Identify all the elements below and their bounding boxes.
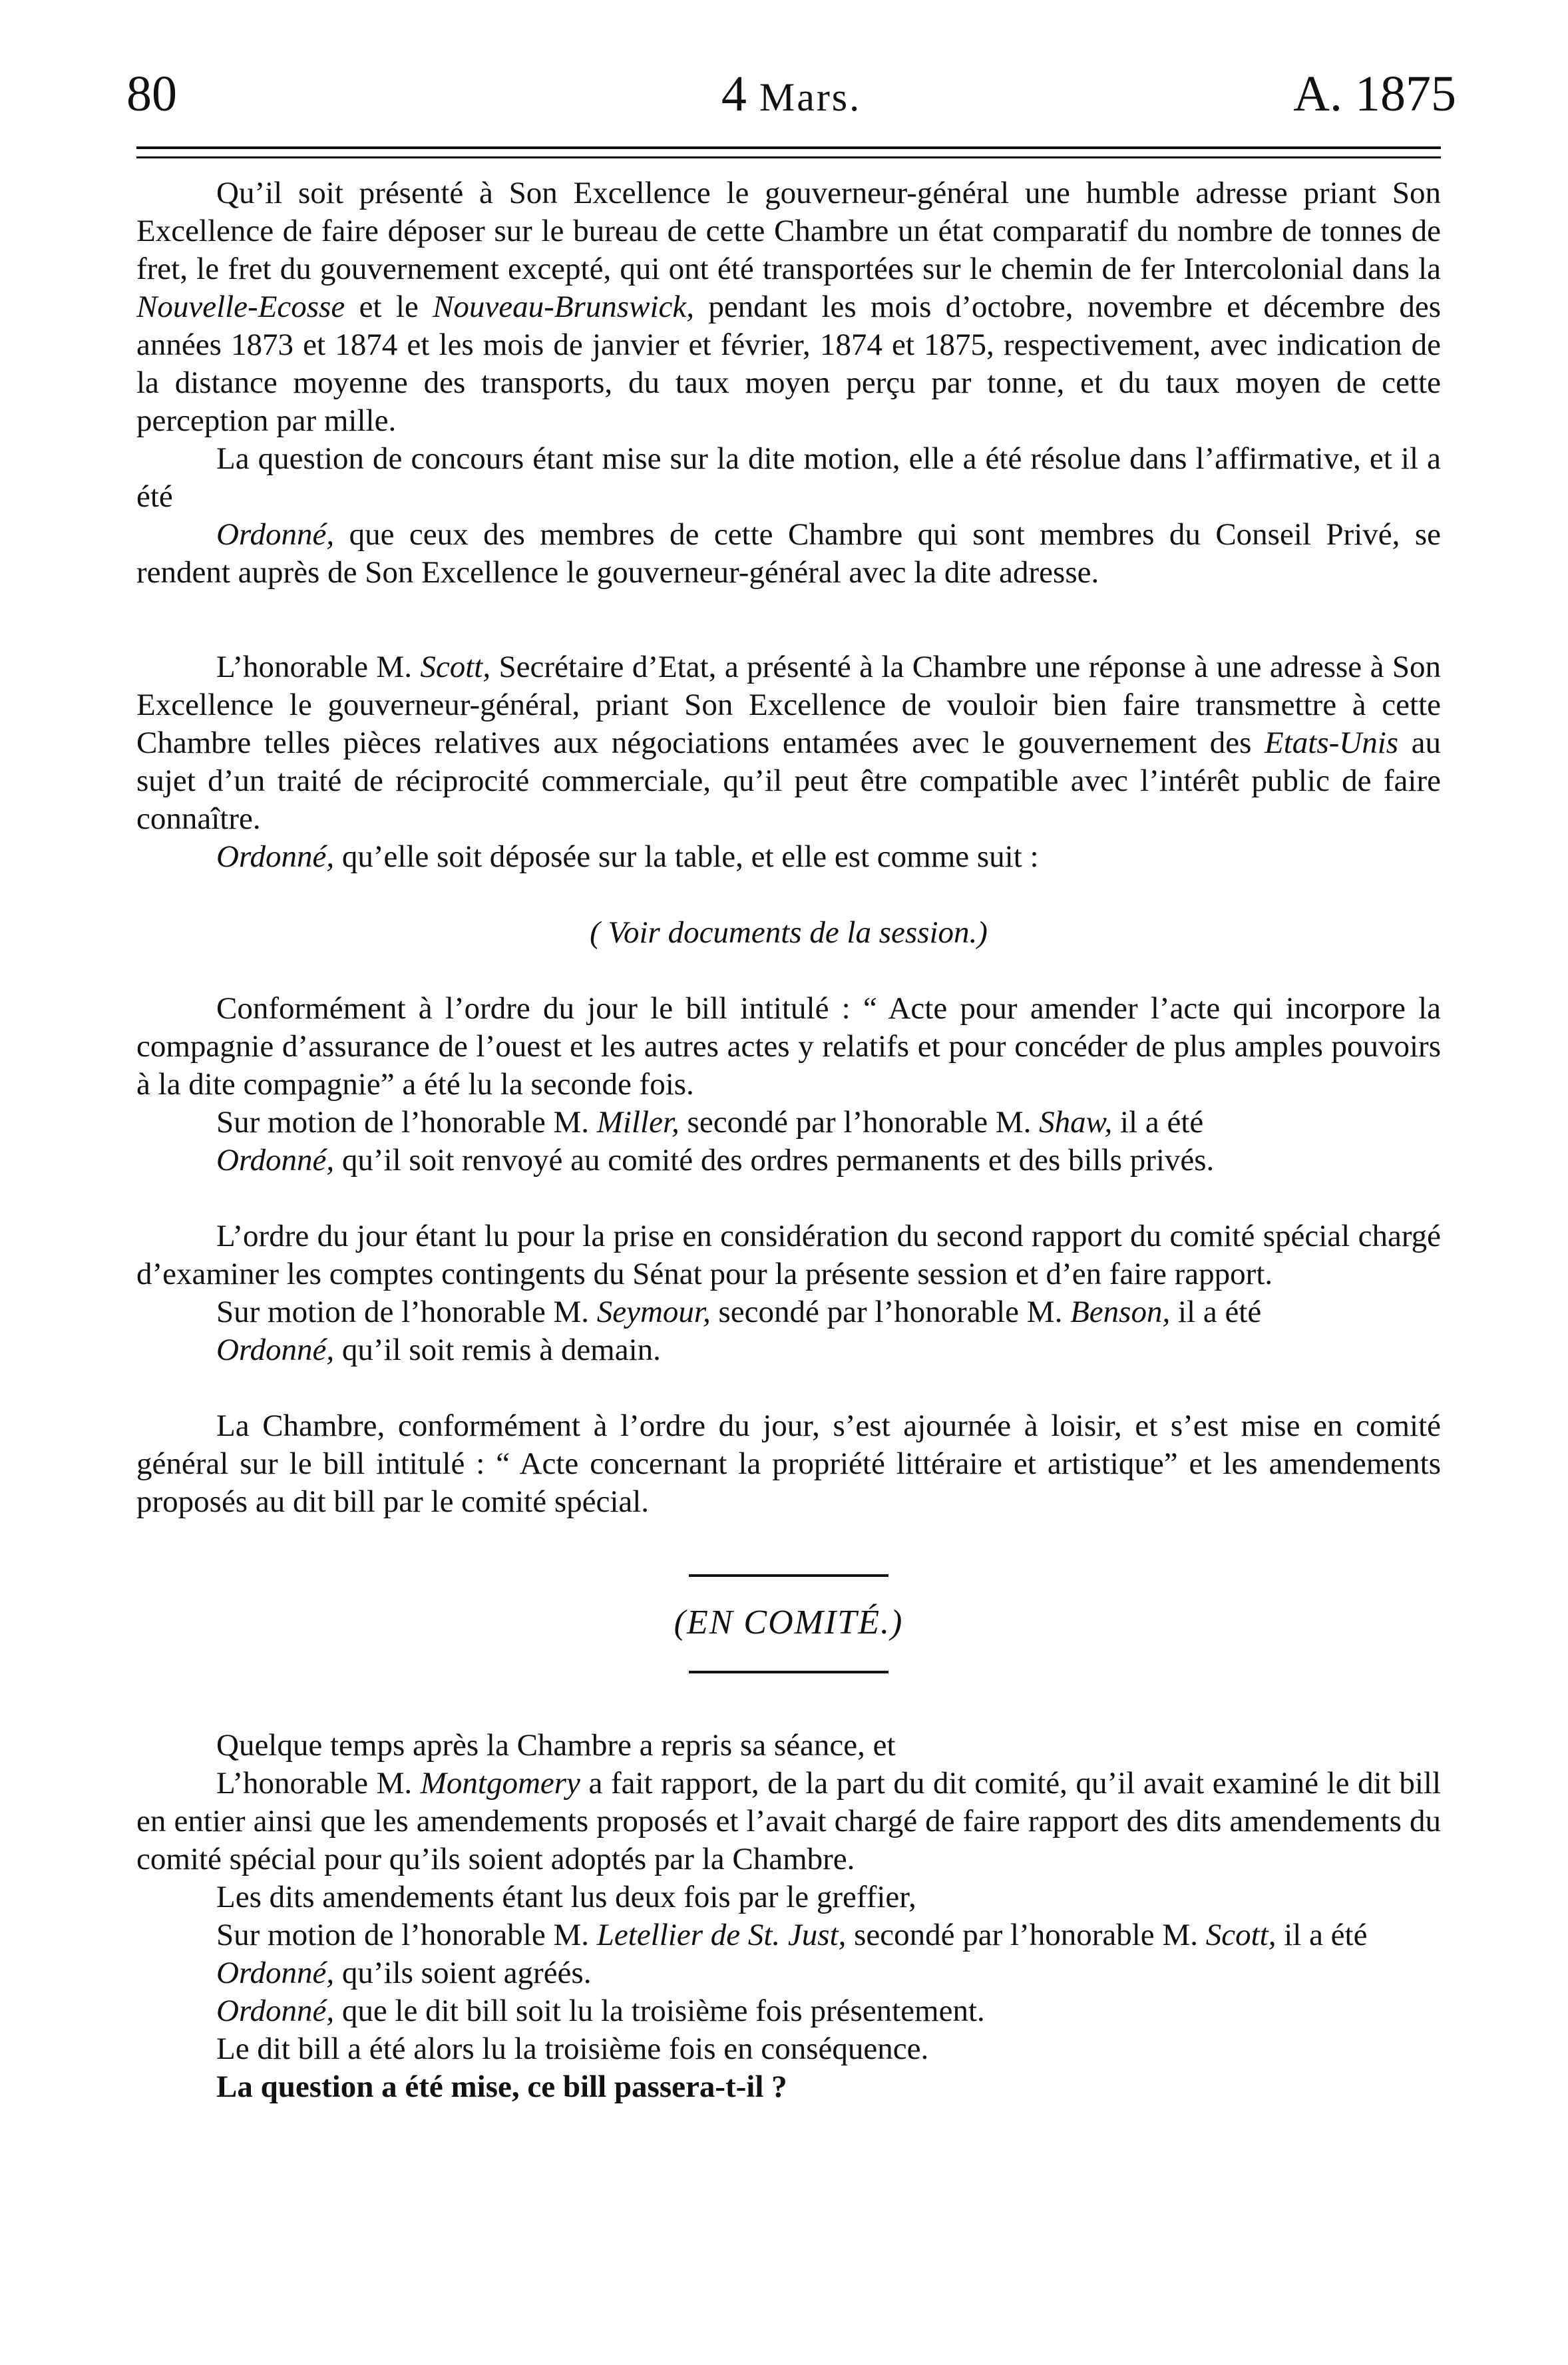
person-name: Miller, bbox=[596, 1105, 680, 1140]
text-run: L’honorable M. bbox=[216, 650, 412, 684]
paragraph-ordonne-5 bbox=[136, 1954, 1441, 1992]
paragraph-ordonne-6 bbox=[136, 1992, 1441, 2030]
text-run: qu’ils soient agréés. bbox=[341, 1956, 592, 1990]
person-name: Montgomery bbox=[420, 1766, 580, 1801]
text-run: qu’elle soit déposée sur la table, et elle est comme suit : bbox=[341, 839, 1039, 874]
page-number: 80 bbox=[126, 66, 177, 122]
text-run: au sujet d’un traité de réciprocité commerciale, qu’il peut être compatible avec l’intérêt public de faire connaître. bbox=[136, 726, 1442, 836]
text-run: il a été bbox=[1177, 1295, 1262, 1329]
paragraph-bill-assurance: Conformément à l’ordre du jour le bill intitulé : “ Acte pour amender l’acte qui incorpore la compagnie d’assurance de l’ouest et les autres actes y relatifs et pour concéder de plus amples pouvoirs à la dite compagnie” a été lu la seconde fois. bbox=[136, 991, 1441, 1102]
paragraph-ordonne-4 bbox=[136, 1331, 1441, 1369]
person-name: Scott, bbox=[420, 650, 491, 684]
header-month: Mars. bbox=[759, 75, 862, 119]
place-name: Nouveau-Brunswick, bbox=[433, 290, 694, 324]
paragraph-ordonne-3 bbox=[136, 1142, 1441, 1180]
text-run: La question a été mise, ce bill passera-t-il ? bbox=[216, 2069, 787, 2104]
text-run: et le bbox=[359, 290, 419, 324]
header-double-rule bbox=[136, 146, 1441, 158]
text-run: Secrétaire d’Etat, a présenté à la Chambre une réponse à une adresse à Son Excellence le gouverneur-général, priant Son Excellence de vouloir bien faire transmettre à cette Chambre telles pièces relatives aux négociations entamées avec le gouvernement des bbox=[136, 650, 1442, 760]
ordonne-label: Ordonné, bbox=[216, 1956, 335, 1990]
place-name: Nouvelle-Ecosse bbox=[136, 290, 345, 324]
paragraph-question: La question de concours étant mise sur la dite motion, elle a été résolue dans l’affirmative, et il a été bbox=[136, 441, 1441, 514]
text-run: que ceux des membres de cette Chambre qui sont membres du Conseil Privé, se rendent auprès de Son Excellence le gouverneur-général avec la dite adresse. bbox=[136, 517, 1441, 590]
header-year: A. 1875 bbox=[1293, 66, 1456, 122]
section-rule-top bbox=[689, 1574, 888, 1577]
text-run: qu’il soit remis à demain. bbox=[341, 1333, 661, 1367]
text-run: il a été bbox=[1120, 1105, 1204, 1140]
ordonne-label: Ordonné, bbox=[216, 1333, 335, 1367]
header-date bbox=[126, 64, 1456, 127]
text-run: Sur motion de l’honorable M. bbox=[216, 1105, 590, 1140]
running-header bbox=[126, 64, 1456, 124]
text-run: Sur motion de l’honorable M. bbox=[216, 1295, 590, 1329]
text-run: secondé par l’honorable M. bbox=[854, 1918, 1198, 1952]
paragraph-motion-seymour bbox=[136, 1293, 1441, 1331]
paragraph-amendements-lus: Les dits amendements étant lus deux fois par le greffier, bbox=[216, 1880, 916, 1914]
ordonne-label: Ordonné, bbox=[216, 517, 335, 552]
text-run: qu’il soit renvoyé au comité des ordres permanents et des bills privés. bbox=[341, 1143, 1215, 1178]
paragraph-motion-letellier bbox=[136, 1916, 1441, 1954]
person-name: Shaw, bbox=[1039, 1105, 1113, 1140]
text-run: Qu’il soit présenté à Son Excellence le gouverneur-général une humble adresse priant Son Excellence de faire déposer sur le bureau de cette Chambre un état comparatif du nombre de tonnes de fret, le fret du gouvernement excepté, qui ont été transportées sur le chemin de fer Intercolonial dans la bbox=[136, 176, 1441, 286]
en-comite-heading: (EN COMITÉ.) bbox=[674, 1604, 904, 1641]
document-body bbox=[136, 174, 1441, 2106]
person-name: Letellier de St. Just, bbox=[596, 1918, 847, 1952]
country-name: Etats-Unis bbox=[1265, 726, 1399, 760]
paragraph-montgomery-rapport bbox=[136, 1765, 1441, 1878]
person-name: Seymour, bbox=[596, 1295, 711, 1329]
header-day: 4 bbox=[721, 66, 747, 122]
paragraph-ordonne-1 bbox=[136, 516, 1441, 592]
ordonne-label: Ordonné, bbox=[216, 839, 335, 874]
text-run: secondé par l’honorable M. bbox=[687, 1105, 1032, 1140]
text-run: secondé par l’honorable M. bbox=[718, 1295, 1063, 1329]
paragraph-ordre-du-jour: L’ordre du jour étant lu pour la prise en considération du second rapport du comité spécial chargé d’examiner les comptes contingents du Sénat pour la présente session et d’en faire rapport. bbox=[136, 1219, 1441, 1291]
text-run: pendant les mois d’octobre, novembre et décembre des années 1873 et 1874 et les mois de janvier et février, 1874 et 1875, respectivement, avec indication de la distance moyenne des transports, du taux moyen perçu par tonne, et du taux moyen de cette perception par mille. bbox=[136, 290, 1442, 438]
paragraph-question-finale bbox=[136, 2068, 1441, 2106]
paragraph-motion-miller bbox=[136, 1104, 1441, 1142]
paragraph-ordonne-2 bbox=[136, 838, 1441, 876]
person-name: Benson, bbox=[1070, 1295, 1171, 1329]
voir-documents bbox=[136, 914, 1441, 952]
text-run: Sur motion de l’honorable M. bbox=[216, 1918, 590, 1952]
text-run: a fait rapport, de la part du dit comité, qu’il avait examiné le dit bill en entier ainsi que les amendements proposés et l’avait chargé de faire rapport des dits amendements du comité spécial pour qu’ils soient adoptés par la Chambre. bbox=[136, 1766, 1442, 1876]
person-name: Scott, bbox=[1205, 1918, 1276, 1952]
paragraph-adresse bbox=[136, 174, 1441, 440]
ordonne-label: Ordonné, bbox=[216, 1994, 335, 2028]
voir-text: ( Voir documents de la session.) bbox=[590, 915, 988, 950]
text-run: il a été bbox=[1284, 1918, 1368, 1952]
paragraph-troisieme-lecture: Le dit bill a été alors lu la troisième fois en conséquence. bbox=[216, 2032, 929, 2066]
paragraph-scott-reponse bbox=[136, 648, 1441, 838]
ordonne-label: Ordonné, bbox=[216, 1143, 335, 1178]
paragraph-comite-general: La Chambre, conformément à l’ordre du jour, s’est ajournée à loisir, et s’est mise en comité général sur le bill intitulé : “ Acte concernant la propriété littéraire et artistique” et les amendements proposés au dit bill par le comité spécial. bbox=[136, 1408, 1441, 1519]
text-run: que le dit bill soit lu la troisième fois présentement. bbox=[341, 1994, 985, 2028]
text-run: L’honorable M. bbox=[216, 1766, 413, 1801]
paragraph-seance: Quelque temps après la Chambre a repris sa séance, et bbox=[216, 1728, 896, 1763]
